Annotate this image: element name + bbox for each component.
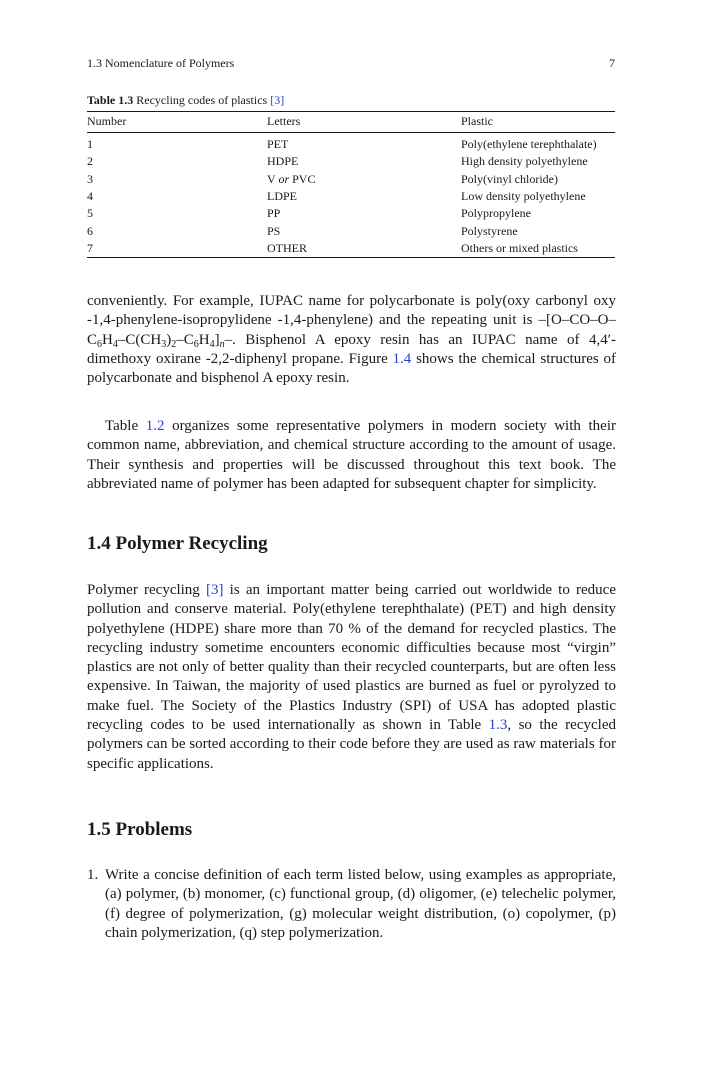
cell-plastic: Poly(ethylene terephthalate) [461,137,597,152]
cell-number: 6 [87,223,93,238]
table-row [87,171,615,188]
table-caption-ref-link[interactable]: [3] [270,93,285,107]
cell-letters: HDPE [267,154,299,169]
cell-letters: PP [267,206,281,221]
cell-letters: PET [267,137,289,152]
cell-letters: LDPE [267,189,297,204]
paragraph-polymer-recycling: Polymer recycling [3] is an important matter being carried out worldwide to reduce pollution and conserve material. Poly(ethylene terephthalate) (PET) and high density polyethylene (HDPE) share more than 70 % of the demand for recycled plastics. The recycling industry sometime encounters economic difficulties because most “virgin” plastics are not only of better quality than their recycled counterparts, but are often less expensive. In Taiwan, the majority of used plastics are burned as fuel or pyrolyzed to make fuel. The Society of the Plastics Industry (SPI) of USA has adopted plastic recycling codes to be used internationally as shown in Table 1.3, so the recycled polymers can be sorted according to their code before they are used as raw materials for specific applications. [87,582,616,772]
column-header-letters: Letters [267,114,301,128]
table-caption [87,93,615,108]
paragraph-polycarbonate: conveniently. For example, IUPAC name for polycarbonate is poly(oxy carbonyl oxy -1,4-phenylene-isopropylidene -1,4-phenylene) and the repeating unit is $-[O-CO-O-C_6H_4-C(CH_3)_2-C_6H_4]_n-$. Bisphenol A epoxy resin has an IUPAC name of 4,4′-dimethoxy oxirane -2,2-diphenyl propane. Figure 1.4 shows the chemical structures of polycarbonate and bisphenol A epoxy resin. [87,293,616,387]
table-ref-link[interactable]: 1.3 [488,717,508,734]
cell-number: 5 [87,206,93,221]
table-ref-link[interactable]: 1.2 [145,418,165,434]
table-row [87,222,615,239]
cell-number: 1 [87,137,93,152]
paragraph-table-1-2: Table 1.2 organizes some representative polymers in modern society with their common name, abbreviation, and chemical structure according to the amount of usage. Their synthesis and properties will be discussed throughout this text book. The abbreviated name of polymer has been adapted for subsequent chapter for simplicity. [87,418,616,492]
table-caption-text: Recycling codes of plastics [133,93,271,107]
cell-plastic: Low density polyethylene [461,189,586,204]
cell-letters: PS [267,223,281,238]
table-row [87,205,615,222]
cell-letters: OTHER [267,240,307,255]
column-header-number: Number [87,114,127,128]
cell-number: 4 [87,189,93,204]
cell-plastic: Poly(vinyl chloride) [461,171,558,186]
section-heading-problems: 1.5 Problems [87,819,193,840]
citation-ref-link[interactable]: [3] [206,582,224,598]
cell-plastic: Polystyrene [461,223,518,238]
table-caption-label: Table 1.3 [87,93,134,107]
problem-number: 1. [87,867,99,883]
column-header-plastic: Plastic [461,114,493,128]
cell-letters: V or PVC [267,171,316,186]
section-heading-polymer-recycling: 1.4 Polymer Recycling [87,533,268,554]
recycling-codes-table [87,93,615,258]
figure-ref-link[interactable]: 1.4 [392,350,412,367]
page-number: 7 [609,56,615,70]
problem-text: Write a concise definition of each term listed below, using examples as appropriate, (a) polymer, (b) monomer, (c) functional group, (d) oligomer, (e) telechelic polymer, (f) degree of polymerization, (g) molecular weight distribution, (o) copolymer, (p) chain polymerization, (q) step polymerization. [105,867,616,941]
cell-plastic: Polypropylene [461,206,531,221]
table-header-row [87,112,615,133]
header-section-title: 1.3 Nomenclature of Polymers [87,56,235,70]
table-row [87,188,615,205]
cell-plastic: High density polyethylene [461,154,588,169]
table [87,111,615,258]
table-row [87,133,615,154]
problem-item [87,866,616,943]
cell-number: 2 [87,154,93,169]
cell-number: 3 [87,171,93,186]
table-row [87,153,615,170]
table-row [87,240,615,258]
cell-number: 7 [87,240,93,255]
cell-plastic: Others or mixed plastics [461,240,578,255]
